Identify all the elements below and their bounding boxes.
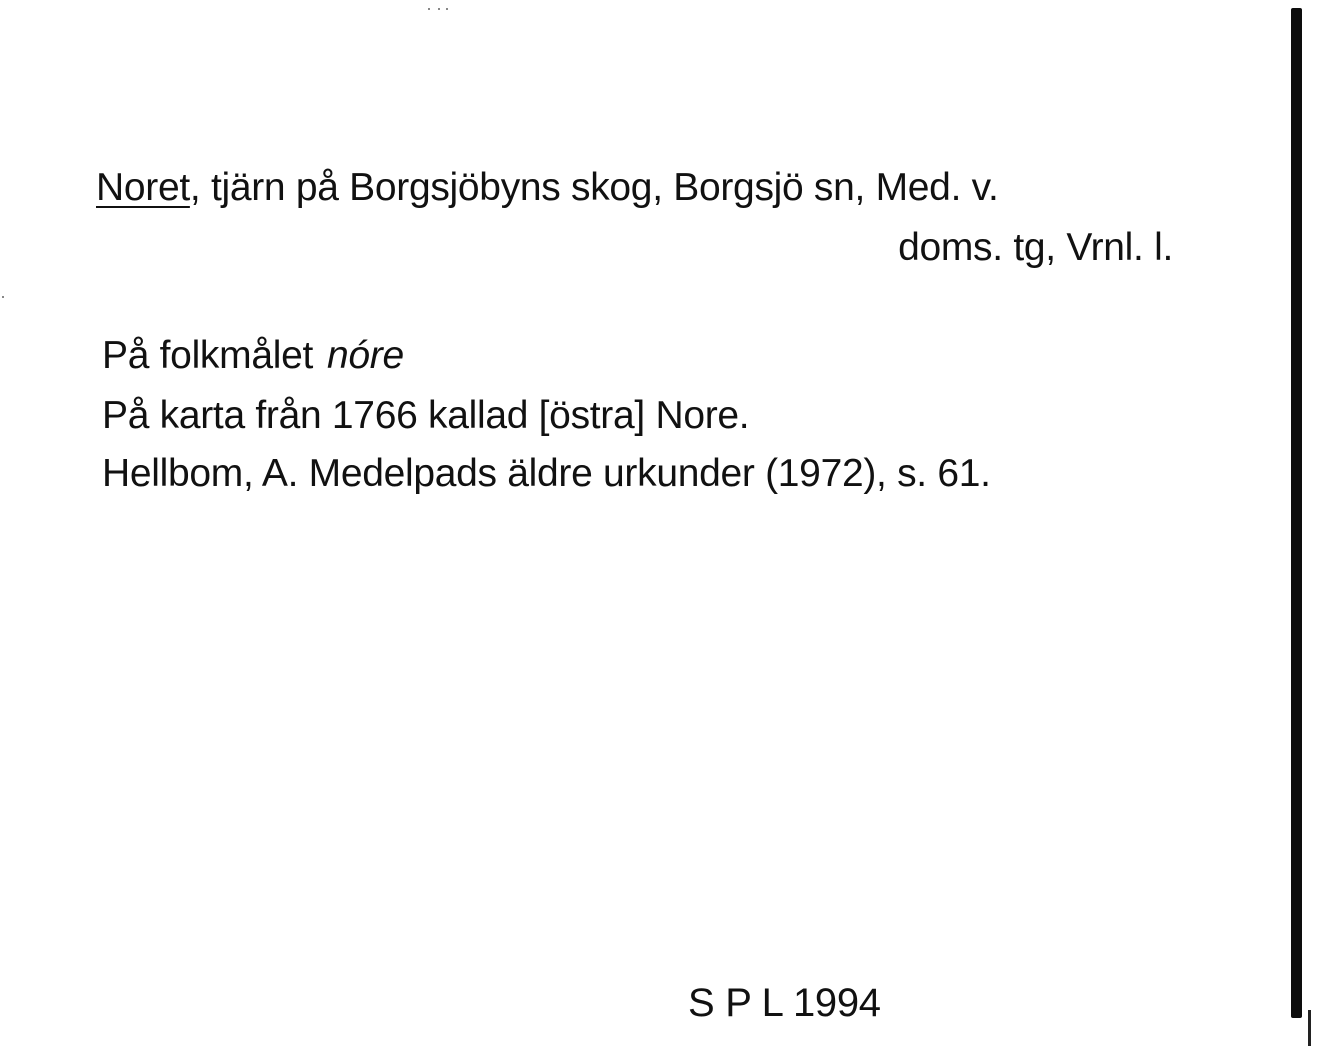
scan-speck: [438, 8, 440, 10]
card-edge-mark: [1308, 1010, 1311, 1046]
dialect-form: nóre: [327, 334, 404, 377]
entry-heading: [96, 168, 998, 207]
headword: Noret: [96, 166, 190, 209]
scan-speck: [446, 8, 448, 10]
source-reference-line: Hellbom, A. Medelpads äldre urkunder (1972), s. 61.: [102, 452, 991, 495]
card-edge-line: [1291, 8, 1302, 1018]
card-signature: S P L 1994: [688, 981, 881, 1025]
heading-continuation: doms. tg, Vrnl. l.: [898, 226, 1173, 269]
scan-speck: [2, 296, 4, 298]
dialect-form-line: [102, 336, 404, 375]
map-reference-line: På karta från 1766 kallad [östra] Nore.: [102, 394, 750, 437]
scan-speck: [428, 8, 430, 10]
heading-description: , tjärn på Borgsjöbyns skog, Borgsjö sn, Med. v.: [189, 166, 999, 209]
dialect-label: På folkmålet: [102, 334, 313, 377]
